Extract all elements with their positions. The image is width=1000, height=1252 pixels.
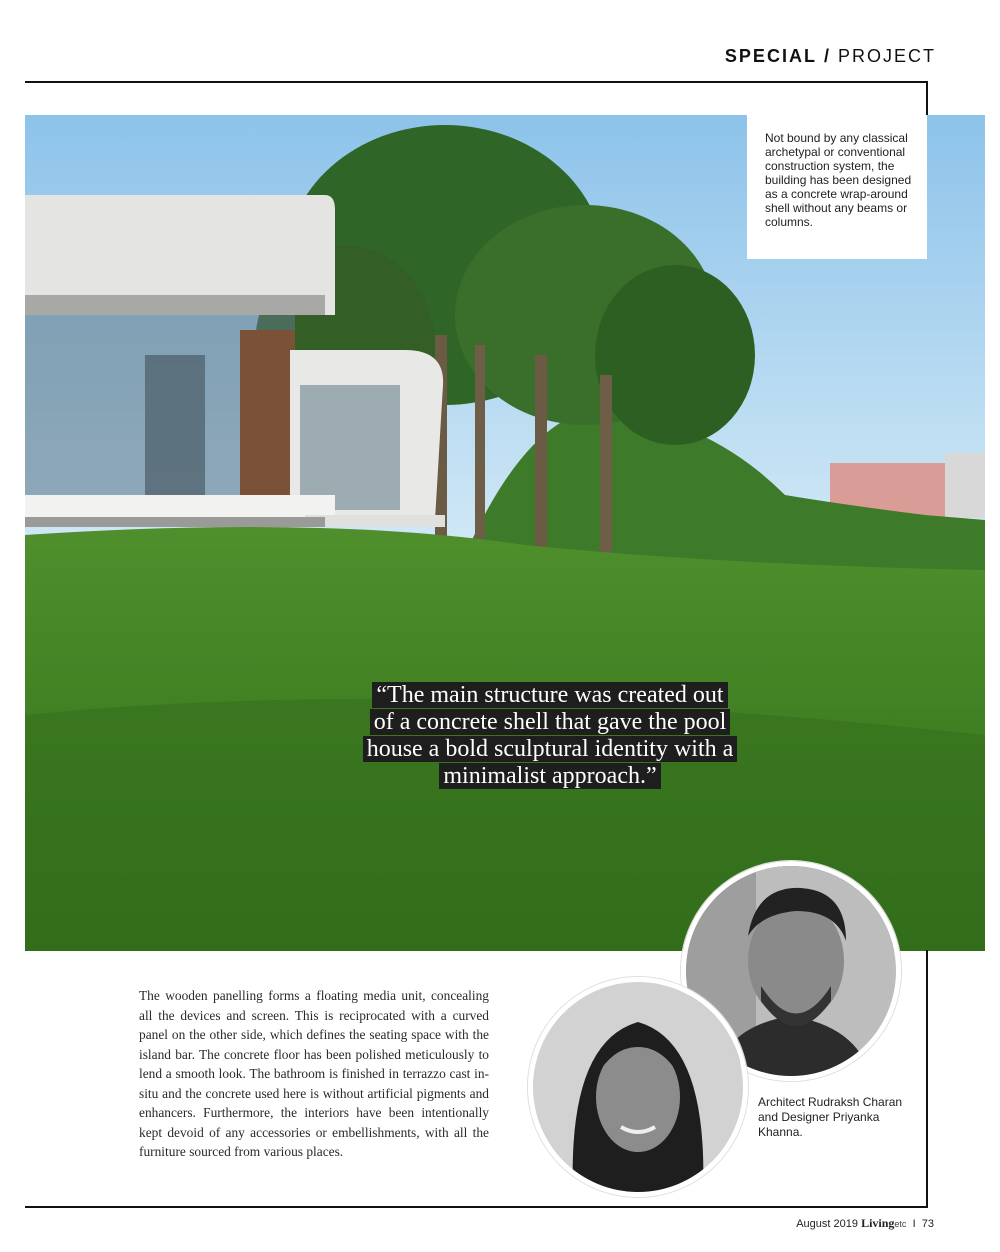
section-label: SPECIAL — [724, 46, 817, 66]
category-label: PROJECT — [837, 46, 936, 66]
section-header — [725, 46, 936, 67]
right-rule-lower — [926, 950, 928, 1208]
photo-caption: Not bound by any classical archetypal or conventional construction system, the building has been designed as a concrete wrap-around shell without any beams or columns. — [747, 115, 927, 259]
pull-quote-line-1: “The main structure was created out — [372, 682, 727, 708]
footer-date: August 2019 — [796, 1218, 858, 1230]
footer-brand-suffix: etc — [894, 1219, 907, 1229]
pull-quote-line-4: minimalist approach.” — [439, 763, 660, 789]
footer-brand: Living — [861, 1216, 895, 1230]
portrait-caption: Architect Rudraksh Charan and Designer Priyanka Khanna. — [758, 1095, 903, 1139]
page-footer — [796, 1216, 934, 1231]
pull-quote-line-3: house a bold sculptural identity with a — [363, 736, 738, 762]
bottom-rule — [25, 1206, 928, 1208]
pull-quote — [340, 682, 760, 790]
top-rule — [25, 81, 928, 83]
portrait-designer — [528, 977, 748, 1197]
pull-quote-line-2: of a concrete shell that gave the pool — [370, 709, 731, 735]
article-body: The wooden panelling forms a floating media unit, concealing all the devices and screen. This is reciprocated with a curved panel on the other side, which defines the seating space with the island bar. The concrete floor has been polished meticulously to lend a smooth look. The bathroom is finished in terrazzo cast in-situ and the concrete used here is without artificial pigments and enhancers. Furthermore, the interiors have been intentionally kept devoid of any accessories or embellishments, with all the furniture sourced from various places. — [139, 988, 489, 1159]
right-rule-upper — [926, 81, 928, 115]
section-separator: / — [823, 46, 831, 66]
footer-separator: I — [912, 1218, 916, 1230]
page-number: 73 — [921, 1218, 934, 1230]
